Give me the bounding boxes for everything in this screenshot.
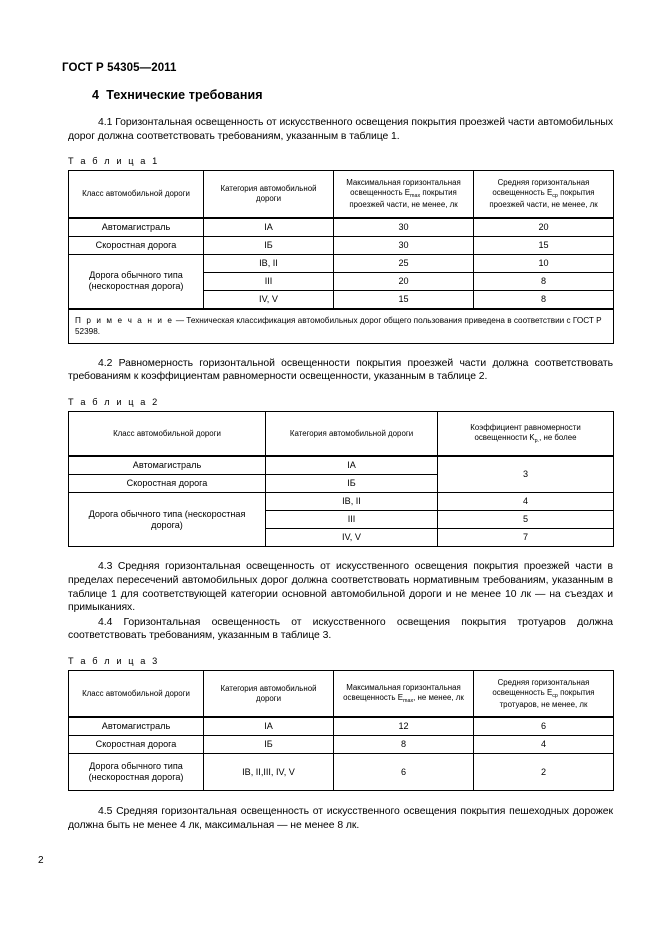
subscript: max	[410, 192, 421, 199]
road-category-cell: IБ	[204, 736, 334, 754]
table-row	[69, 717, 614, 736]
avg-illuminance-cell: 15	[474, 236, 614, 254]
table3-caption: Т а б л и ц а 3	[68, 655, 160, 666]
max-illuminance-cell: 12	[334, 717, 474, 736]
table1-header-class: Класс автомобильной дороги	[69, 171, 204, 218]
table-header-row	[69, 670, 614, 717]
table1-note	[69, 309, 614, 344]
table1-caption: Т а б л и ц а 1	[68, 156, 160, 167]
section-number: 4	[92, 88, 100, 102]
table1-header-max-illuminance	[334, 171, 474, 218]
max-illuminance-cell: 20	[334, 272, 474, 290]
label-part: Коэффициент равномерности освещенности K	[470, 422, 581, 442]
table2-header-category: Категория автомобильной дороги	[266, 411, 438, 456]
subscript: р.	[534, 437, 540, 444]
paragraph-4-1: 4.1 Горизонтальная освещенность от искусственного освещения покрытия проезжей части автомобильных дорог должна соответствовать требованиям, указанным в таблице 1.	[68, 117, 613, 142]
road-category-cell: IБ	[204, 236, 334, 254]
paragraph-4-2: 4.2 Равномерность горизонтальной освещенности покрытия проезжей части должна соответствовать требованиям к коэффициентам равномерности освещенности, указанным в таблице 2.	[68, 357, 613, 383]
road-class-cell: Скоростная дорога	[69, 475, 266, 493]
uniformity-coefficient-cell: 7	[438, 529, 614, 547]
avg-illuminance-cell: 8	[474, 272, 614, 290]
note-label: П р и м е ч а н и е	[75, 315, 174, 325]
road-category-cell: IБ	[266, 475, 438, 493]
road-category-cell: IV, V	[266, 529, 438, 547]
section-heading	[92, 88, 613, 102]
road-class-cell: Дорога обычного типа (нескоростная дорога)	[69, 754, 204, 791]
table-row	[69, 218, 614, 237]
paragraph-4-3: 4.3 Средняя горизонтальная освещенность от искусственного освещения покрытия проезжей части в пределах пересечений автомобильных дорог должна соответствовать нормативным требованиям, указанным в таблице 1 для соответствующей категории основной автомобильной дороги и не менее 10 лк — на съездах и примыканиях.	[68, 561, 613, 614]
label-part: , не более	[539, 432, 577, 442]
label-part: Средняя горизонтальная освещенность E	[492, 677, 590, 697]
subscript: ср	[552, 192, 558, 199]
table-row	[69, 754, 614, 791]
max-illuminance-cell: 15	[334, 290, 474, 309]
table-3	[68, 670, 614, 791]
page-number: 2	[38, 855, 44, 866]
road-category-cell: IA	[266, 456, 438, 475]
table-header-row	[69, 411, 614, 456]
max-illuminance-cell: 25	[334, 254, 474, 272]
avg-illuminance-cell: 2	[474, 754, 614, 791]
table-row	[69, 254, 614, 272]
road-category-cell: IA	[204, 717, 334, 736]
max-illuminance-cell: 30	[334, 236, 474, 254]
table3-header-avg-illuminance	[474, 670, 614, 717]
table-row	[69, 236, 614, 254]
road-category-cell: III	[266, 511, 438, 529]
road-class-cell: Дорога обычного типа (нескоростная дорога)	[69, 493, 266, 547]
road-class-cell: Скоростная дорога	[69, 736, 204, 754]
table3-header-class: Класс автомобильной дороги	[69, 670, 204, 717]
max-illuminance-cell: 6	[334, 754, 474, 791]
road-class-cell: Автомагистраль	[69, 218, 204, 237]
avg-illuminance-cell: 8	[474, 290, 614, 309]
note-text: — Техническая классификация автомобильных дорог общего пользования приведена в соответствии с ГОСТ Р 52398.	[75, 315, 602, 336]
table-2	[68, 411, 614, 548]
label-part: покрытия проезжей части, не менее, лк	[349, 187, 458, 209]
table3-header-category: Категория автомобильной дороги	[204, 670, 334, 717]
subscript: ср	[552, 692, 558, 699]
road-class-cell: Автомагистраль	[69, 456, 266, 475]
avg-illuminance-cell: 20	[474, 218, 614, 237]
table-note-row	[69, 309, 614, 344]
label-part: Средняя горизонтальная освещенность E	[492, 178, 590, 197]
road-category-cell: IВ, II,III, IV, V	[204, 754, 334, 791]
table2-header-class: Класс автомобильной дороги	[69, 411, 266, 456]
road-class-cell: Автомагистраль	[69, 717, 204, 736]
uniformity-coefficient-cell: 3	[438, 456, 614, 493]
paragraph-4-5: 4.5 Средняя горизонтальная освещенность от искусственного освещения покрытия пешеходных дорожек должна быть не менее 4 лк, максимальная — не менее 8 лк.	[68, 806, 613, 831]
label-part: покрытия проезжей части, не менее, лк	[489, 187, 598, 209]
table-1	[68, 170, 614, 343]
table-row	[69, 493, 614, 511]
road-category-cell: IA	[204, 218, 334, 237]
section-title-text: Технические требования	[106, 88, 263, 102]
table-row	[69, 736, 614, 754]
page-content	[62, 88, 613, 833]
label-part: покрытия тротуаров, не менее, лк	[499, 687, 595, 709]
subscript: max	[403, 697, 414, 704]
road-category-cell: IV, V	[204, 290, 334, 309]
table3-header-max-illuminance	[334, 670, 474, 717]
table1-header-category: Категория автомобильной дороги	[204, 171, 334, 218]
road-category-cell: III	[204, 272, 334, 290]
avg-illuminance-cell: 10	[474, 254, 614, 272]
table-header-row	[69, 171, 614, 218]
max-illuminance-cell: 30	[334, 218, 474, 237]
max-illuminance-cell: 8	[334, 736, 474, 754]
label-part: Максимальная горизонтальная освещенность E	[343, 682, 461, 702]
uniformity-coefficient-cell: 5	[438, 511, 614, 529]
table1-header-avg-illuminance	[474, 171, 614, 218]
uniformity-coefficient-cell: 4	[438, 493, 614, 511]
table2-caption: Т а б л и ц а 2	[68, 396, 160, 407]
avg-illuminance-cell: 4	[474, 736, 614, 754]
paragraph-4-4: 4.4 Горизонтальная освещенность от искусственного освещения покрытия тротуаров должна соответствовать требованиям, указанным в таблице 3.	[68, 616, 613, 642]
road-category-cell: IВ, II	[204, 254, 334, 272]
standard-header: ГОСТ Р 54305—2011	[62, 62, 177, 74]
road-class-cell: Дорога обычного типа (нескоростная дорога)	[69, 254, 204, 309]
table2-header-coefficient	[438, 411, 614, 456]
table-row	[69, 456, 614, 475]
label-part: , не менее, лк	[413, 692, 464, 702]
road-category-cell: IВ, II	[266, 493, 438, 511]
road-class-cell: Скоростная дорога	[69, 236, 204, 254]
label-part: Максимальная горизонтальная освещенность E	[346, 178, 461, 197]
avg-illuminance-cell: 6	[474, 717, 614, 736]
